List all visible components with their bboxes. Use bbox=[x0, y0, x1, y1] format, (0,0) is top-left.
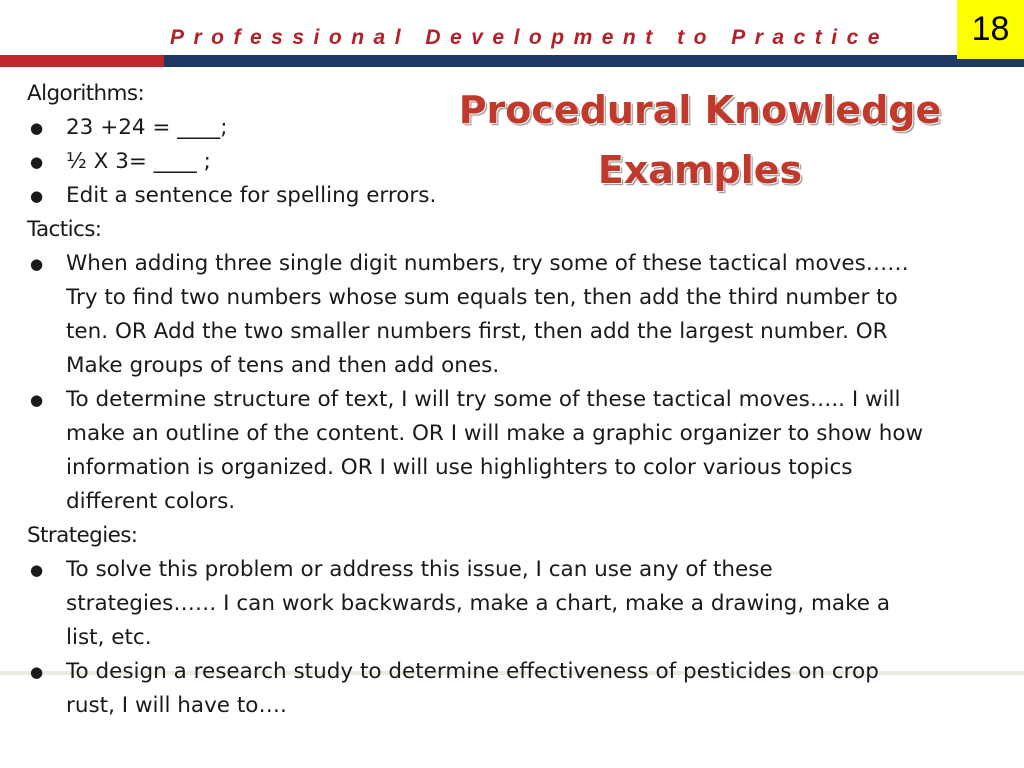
bullet-icon: ● bbox=[30, 391, 44, 409]
bullet-icon: ● bbox=[30, 561, 44, 579]
slide-body bbox=[27, 77, 927, 723]
bullet-text: To solve this problem or address this issue, I can use any of these strategies…… I can work backwards, make a chart, make a drawing, make a list, etc. bbox=[66, 557, 891, 650]
slide-title-line-2: Examples bbox=[597, 148, 803, 192]
bullet-text: When adding three single digit numbers, try some of these tactical moves……Try to find two numbers whose sum equals ten, then add the third number to ten. OR Add the two smaller numbers first, then add the largest number. OR Make groups of tens and then add ones. bbox=[66, 251, 909, 378]
algorithms-item bbox=[27, 145, 927, 179]
bullet-text: To determine structure of text, I will try some of these tactical moves….. I will make an outline of the content. OR I will make a graphic organizer to show how information is organized. OR I will use highlighters to color various topics different colors. bbox=[66, 387, 924, 514]
algorithms-heading: Algorithms: bbox=[27, 81, 145, 106]
strategies-heading: Strategies: bbox=[27, 523, 138, 548]
tactics-item bbox=[27, 383, 927, 519]
tactics-item bbox=[27, 247, 927, 383]
header-rule-red bbox=[0, 55, 164, 67]
bullet-icon: ● bbox=[30, 663, 44, 681]
bullet-icon: ● bbox=[30, 187, 44, 205]
bullet-icon: ● bbox=[30, 255, 44, 273]
tactics-heading: Tactics: bbox=[27, 217, 102, 242]
header-rule-blue bbox=[164, 55, 1024, 67]
bullet-icon: ● bbox=[30, 153, 44, 171]
bullet-icon: ● bbox=[30, 119, 44, 137]
strategies-item bbox=[27, 655, 927, 723]
algorithms-item bbox=[27, 179, 927, 213]
bullet-text: Edit a sentence for spelling errors. bbox=[66, 183, 437, 208]
bullet-text: To design a research study to determine effectiveness of pesticides on crop rust, I will have to…. bbox=[66, 659, 879, 718]
header-tagline: Professional Development to Practice bbox=[170, 26, 889, 49]
slide-title-line-1: Procedural Knowledge bbox=[458, 88, 942, 132]
bullet-text: ½ X 3= ____ ; bbox=[66, 149, 211, 174]
page-number-badge: 18 bbox=[957, 0, 1024, 59]
bullet-text: 23 +24 = ____; bbox=[66, 115, 228, 140]
algorithms-item bbox=[27, 111, 927, 145]
strategies-item bbox=[27, 553, 927, 655]
